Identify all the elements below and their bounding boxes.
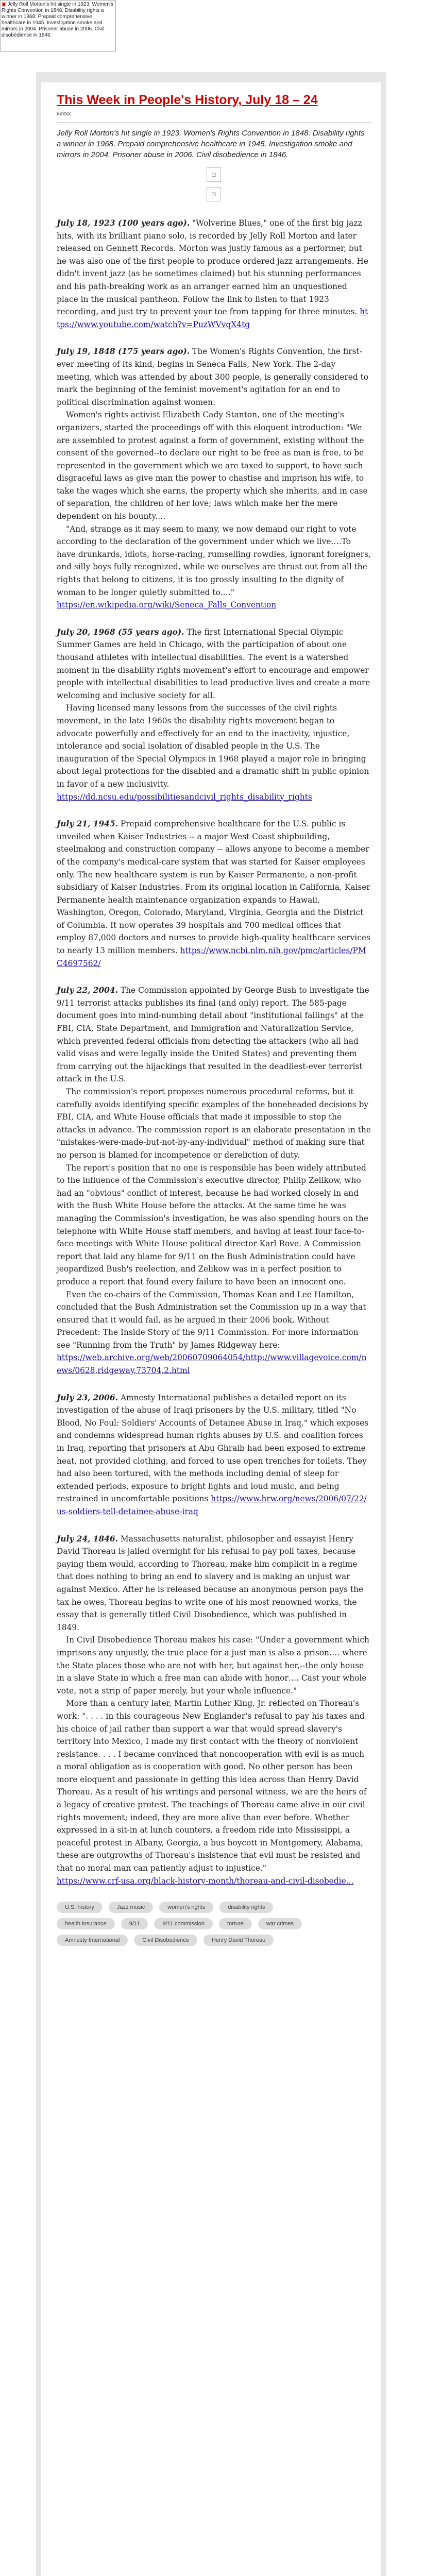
entry-text: "Wolverine Blues," one of the first big jazz hits, with its brilliant piano solo, is recorded by Jelly Roll Morton and later released on Gennett Records. Morton was justly famous as a performer, but he was also one of the first people to produce ordered jazz arrangements. He didn't invent jazz (as he sometimes claimed) but his stunning performances and his path-breaking work as an arranger earned him an unquestioned place in the musical pantheon. Follow the link to listen to that 1923 recording, and just try to prevent your toe from tapping for three minutes. bbox=[57, 218, 368, 317]
entry-source-link[interactable]: https://www.youtube.com/watch?v=PuzWVvqX4tg bbox=[57, 307, 368, 329]
tag-chip[interactable]: Civil Disobedience bbox=[134, 1935, 197, 1946]
entry-continued-paragraph: Having licensed many lessons from the successes of the civil rights movement, in the late 1960s the disability rights movement began to advocate powerfully and effectively for an end to the inactivity, injustice, intolerance and social isolation of disabled people in the U.S. The inauguration of the Special Olympics in 1968 played a major role in bringing about legal protections for the disabled and a dramatic shift in public opinion in favor of a new inclusivity. bbox=[57, 703, 369, 789]
entry-source-link[interactable]: https://www.ncbi.nlm.nih.gov/pmc/articles/PMC4697562/ bbox=[57, 946, 366, 968]
preview-box bbox=[0, 0, 116, 52]
entry-source-link[interactable]: https://en.wikipedia.org/wiki/Seneca_Falls_Convention bbox=[57, 600, 277, 610]
email-background bbox=[36, 72, 386, 2576]
entry-text: The first International Special Olympic Summer Games are held in Chicago, with the participation of about one thousand athletes with intellectual disabilities. The event is a watershed moment in the disability rights movement's effort to encourage and empower people with intellectual disabilities to lead productive lives and create a more welcoming and inclusive society for all. bbox=[57, 627, 370, 700]
tag-chip[interactable]: health insurance bbox=[57, 1918, 115, 1929]
entry-date: July 18, 1923 (100 years ago). bbox=[57, 218, 190, 228]
entry-continued-paragraph: Women's rights activist Elizabeth Cady Stanton, one of the meeting's organizers, started the proceedings off with this eloquent introduction: "We are assembled to protest against a form of government, existing without the consent of the governed--to declare our right to be free as man is free, to be represented in the government which we are taxed to support, to have such disgraceful laws as give man the power to chastise and imprison his wife, to take the wages which she earns, the property which she inherits, and in case of separation, the children of her love; laws which make her the mere dependent on his bounty.… bbox=[57, 410, 368, 521]
byline: xxxxx bbox=[57, 111, 71, 117]
entry-paragraph bbox=[57, 217, 371, 331]
history-entry bbox=[57, 626, 371, 803]
article-summary: Jelly Roll Morton's hit single in 1923. Women's Rights Convention in 1848. Disability rights a winner in 1968. Prepaid comprehensive healthcare in 1945. Investigation smoke and mirrors in 2004. Prisoner abuse in 2006. Civil disobedience in 1846. bbox=[57, 129, 365, 159]
tag-chip[interactable]: Amnesty International bbox=[57, 1935, 128, 1946]
tag-chip[interactable]: Jazz music bbox=[109, 1902, 153, 1913]
history-entry bbox=[57, 984, 371, 1377]
entry-date: July 22, 2004. bbox=[57, 986, 118, 995]
entry-continued-paragraph: The commission's report proposes numerous procedural reforms, but it carefully avoids identifying specific examples of the boneheaded decisions by FBI, CIA, and White House officials that made it impossible to stop the attacks in advance. The commission report is an elaborate presentation in the "mistakes-were-made-but-not-by-any-individual" method of making sure that no person is blamed for incompetence or dereliction of duty. bbox=[57, 1087, 371, 1160]
entry-source-link[interactable]: https://www.hrw.org/news/2006/07/22/us-soldiers-tell-detainee-abuse-iraq bbox=[57, 1494, 367, 1516]
entry-paragraph bbox=[57, 1392, 371, 1518]
tag-chip[interactable]: Henry David Thoreau bbox=[203, 1935, 274, 1946]
tag-chip[interactable]: 9/11 commission bbox=[154, 1918, 213, 1929]
entry-link-paragraph bbox=[57, 1351, 371, 1377]
history-entry bbox=[57, 818, 371, 970]
entry-paragraph bbox=[57, 1533, 371, 1634]
entry-source-link[interactable]: https://dd.ncsu.edu/possibilitiesandcivil_rights_disability_rights bbox=[57, 792, 312, 802]
entry-date: July 19, 1848 (175 years ago). bbox=[57, 347, 190, 357]
history-entry bbox=[57, 1533, 371, 1888]
entries-list bbox=[57, 217, 371, 1887]
tag-chip[interactable]: war crimes bbox=[258, 1918, 302, 1929]
tag-chip[interactable]: disability rights bbox=[219, 1902, 273, 1913]
image-placeholder-icon: ⊡ bbox=[207, 167, 221, 182]
divider bbox=[57, 122, 371, 123]
entry-continued-paragraph: Even the co-chairs of the Commission, Thomas Kean and Lee Hamilton, concluded that the Bush Administration set the Commission up in a way that ensured that it would fail, as he argued in their 2006 book, Without Precedent: The Inside Story of the 9/11 Commission. For more information see "Running from the Truth" by James Ridgeway here: bbox=[57, 1290, 366, 1350]
entry-date: July 20, 1968 (55 years ago). bbox=[57, 627, 184, 637]
entry-link-paragraph bbox=[57, 599, 371, 612]
history-entry bbox=[57, 1392, 371, 1518]
entry-continued-paragraph: The report's position that no one is responsible has been widely attributed to the influence of the Commission's executive director, Philip Zelikow, who had an "obvious" conflict of interest, because he had worked closely in and with the Bush White House before the attacks. At the same time he was managing the Commission's investigation, he was also spending hours on the telephone with White House staff members, and having at least four face-to-face meetings with White House political director Karl Rove. A Commission report that laid any blame for 9/11 on the Bush Administration could have jeopardized Bush's reelection, and Zelikow was in a perfect position to produce a report that found every failure to have been an innocent one. bbox=[57, 1163, 369, 1286]
entry-date: July 24, 1846. bbox=[57, 1534, 118, 1544]
entry-link-paragraph bbox=[57, 1875, 371, 1888]
entry-continued-paragraph: "And, strange as it may seem to many, we now demand our right to vote according to the declaration of the government under which we live.…To have drunkards, idiots, horse-racing, rumselling rowdies, ignorant foreigners, and silly boys fully recognized, while we ourselves are thrust out from all the rights that belong to citizens, it is too grossly insulting to the dignity of woman to be longer quietly submitted to.…" bbox=[57, 524, 371, 597]
article-card bbox=[41, 82, 381, 2576]
article-title[interactable]: This Week in People's History, July 18 – 24 bbox=[57, 93, 318, 107]
entry-paragraph bbox=[57, 626, 371, 702]
entry-paragraph bbox=[57, 818, 371, 970]
entry-source-link[interactable]: https://web.archive.org/web/20060709064054/http://www.villagevoice.com/news/0628,ridgeway,73704,2.html bbox=[57, 1353, 367, 1376]
entry-date: July 23, 2006. bbox=[57, 1393, 118, 1402]
preview-text: Jelly Roll Morton's hit single in 1923. Women's Rights Convention in 1848. Disability rights a winner in 1968. Prepaid comprehensive healthcare in 1945. Investigation smoke and mirrors in 2004. Prisoner abuse in 2006. Civil disobedience in 1846. bbox=[2, 2, 113, 38]
entry-text: Massachusetts naturalist, philosopher and essayist Henry David Thoreau is jailed overnight for his refusal to pay poll taxes, because paying them would, according to Thoreau, make him complicit in a regime that does nothing to bring an end to slavery and is making an unjust war against Mexico. After he is released because an anonymous person pays the tax he owes, Thoreau begins to write one of his most renowned works, the essay that is generally titled Civil Disobedience, which was published in 1849. bbox=[57, 1534, 364, 1632]
entry-paragraph bbox=[57, 345, 371, 409]
entry-text: The Commission appointed by George Bush to investigate the 9/11 terrorist attacks publishes its final (and only) report. The 585-page document goes into mind-numbing detail about "institutional failings" at the FBI, CIA, State Department, and Immigration and Naturalization Service, which prevented federal officials from detecting the attackers (who all had valid visas and were legally inside the United States) and preventing them from carrying out the hijackings that resulted in the deadliest-ever terrorist attack in the U.S. bbox=[57, 986, 369, 1084]
entry-text: Amnesty International publishes a detailed report on its investigation of the abuse of Iraqi prisoners by the U.S. military, titled "No Blood, No Foul: Soldiers' Accounts of Detainee Abuse in Iraq," which exposes and condemns widespread human rights abuses by U.S. and coalition forces in Iraq, reporting that prisoners at Abu Ghraib had been exposed to extreme heat, not provided clothing, and forced to use open trenches for toilets. They had also been tortured, with the methods including denial of sleep for extended periods, exposure to bright lights and loud music, and being restrained in uncomfortable positions bbox=[57, 1393, 369, 1504]
tag-chip[interactable]: women's rights bbox=[159, 1902, 213, 1913]
entry-text: The Women's Rights Convention, the first-ever meeting of its kind, begins in Seneca Falls, New York. The 2-day meeting, which was attended by about 300 people, is generally considered to mark the beginning of the feminist movement's agitation for an end to political discrimination against women. bbox=[57, 347, 369, 407]
history-entry bbox=[57, 345, 371, 611]
entry-paragraph bbox=[57, 984, 371, 1086]
broken-image-icon: ▣ bbox=[2, 2, 7, 7]
tag-list bbox=[57, 1902, 335, 1946]
entry-source-link[interactable]: https://www.crf-usa.org/black-history-month/thoreau-and-civil-disobedie... bbox=[57, 1876, 354, 1886]
image-placeholder-icon: ⊡ bbox=[207, 187, 221, 201]
entry-text: Prepaid comprehensive healthcare for the U.S. public is unveiled when Kaiser Industries -- a major West Coast shipbuilding, steelmaking and construction company -- allows anyone to become a member of the company's medical-care system that was started for Kaiser employees only. The new healthcare system is run by Kaiser Permanente, a non-profit subsidiary of Kaiser Industries. From its original location in California, Kaiser Permanente health maintenance organization expands to Hawaii, Washington, Oregon, Colorado, Maryland, Virginia, Georgia and the District of Columbia. It now operates 39 hospitals and 700 medical offices that employ 87,000 doctors and nurses to provide high-quality healthcare services to nearly 13 million members. bbox=[57, 819, 370, 956]
tag-chip[interactable]: 9/11 bbox=[121, 1918, 148, 1929]
entry-date: July 21, 1945. bbox=[57, 819, 118, 829]
tag-chip[interactable]: U.S. history bbox=[57, 1902, 103, 1913]
entry-continued-paragraph: In Civil Disobedience Thoreau makes his case: "Under a government which imprisons any unjustly, the true place for a just man is also a prison…. where the State places those who are not with her, but against her,--the only house in a slave State in which a free man can abide with honor…. Cast your whole vote, not a strip of paper merely, but your whole influence." bbox=[57, 1635, 369, 1696]
history-entry bbox=[57, 217, 371, 331]
entry-continued-paragraph: More than a century later, Martin Luther King, Jr. reflected on Thoreau's work: ". . . . in this courageous New Englander's refusal to pay his taxes and his choice of jail rather than support a war that would spread slavery's territory into Mexico, I made my first contact with the theory of nonviolent resistance. . . . I became convinced that noncooperation with evil is as much a moral obligation as is cooperation with good. No other person has been more eloquent and passionate in getting this idea across than Henry David Thoreau. As a result of his writings and personal witness, we are the heirs of a legacy of creative protest. The teachings of Thoreau came alive in our civil rights movement; indeed, they are more alive than ever before. Whether expressed in a sit-in at lunch counters, a freedom ride into Mississippi, a peaceful protest in Albany, Georgia, a bus boycott in Montgomery, Alabama, these are outgrowths of Thoreau's insistence that evil must be resisted and that no moral man can patiently adjust to injustice." bbox=[57, 1699, 367, 1873]
tag-chip[interactable]: torture bbox=[219, 1918, 252, 1929]
entry-link-paragraph bbox=[57, 791, 371, 804]
